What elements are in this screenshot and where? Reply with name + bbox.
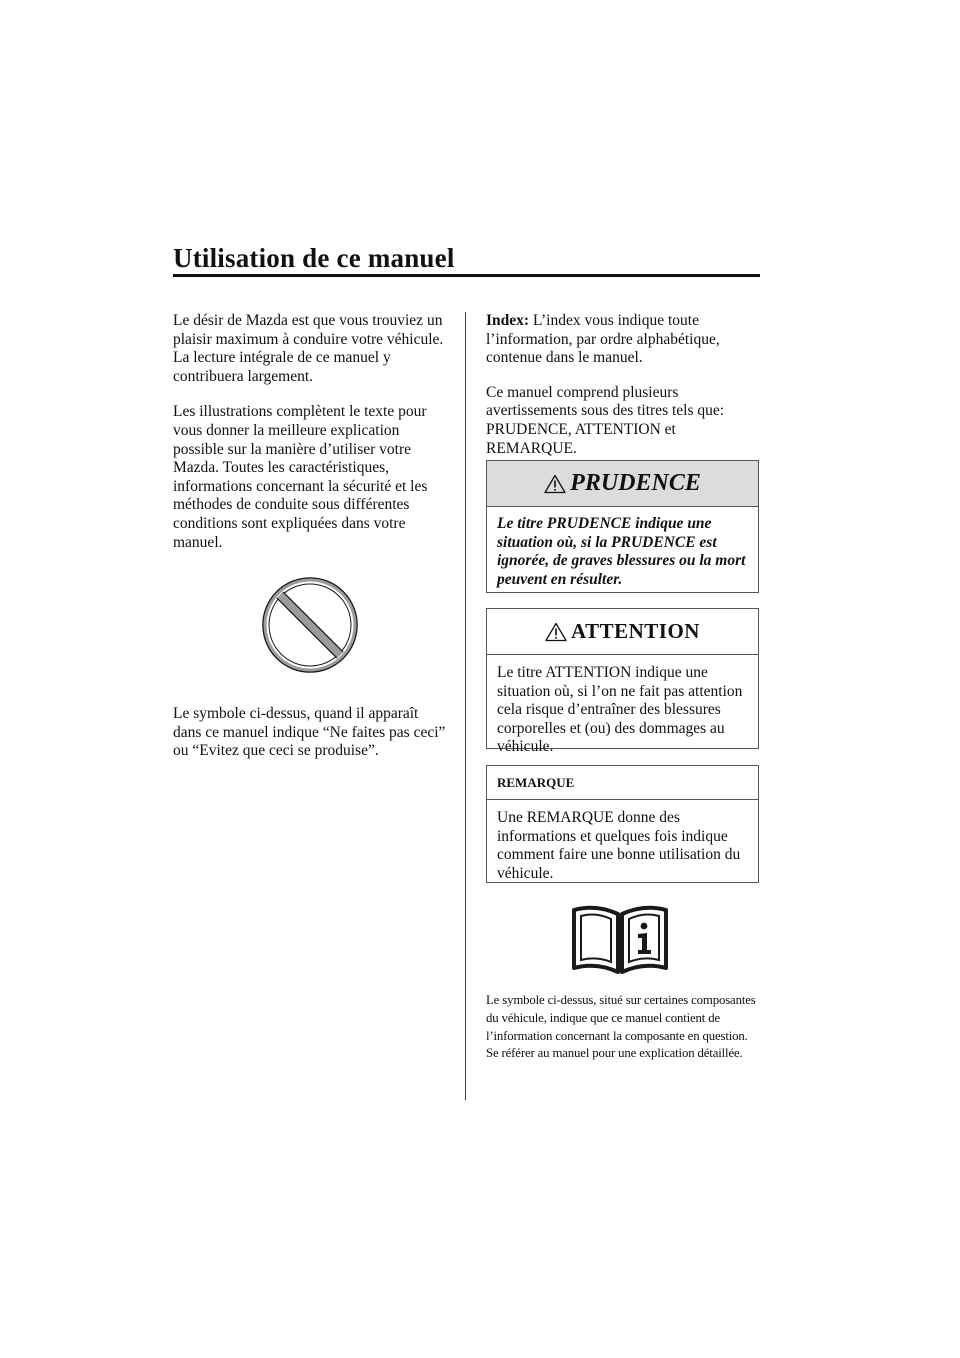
attention-box <box>486 608 759 756</box>
prohibition-caption: Le symbole ci-dessus, quand il apparaît dans ce manuel indique “Ne faites pas ceci” ou “Evitez que ceci se produise”. <box>173 705 446 760</box>
column-divider <box>465 312 466 1100</box>
remarque-text: Une REMARQUE donne des informations et quelques fois indique comment faire une bonne utilisation du véhicule. <box>497 809 741 882</box>
warning-triangle-icon <box>544 474 566 494</box>
prudence-text: Le titre PRUDENCE indique une situation où, si la PRUDENCE est ignorée, de graves blessures ou la mort peuvent en résulter. <box>497 515 746 588</box>
illustrations-paragraph: Les illustrations complètent le texte pour vous donner la meilleure explication possible sur la manière d’utiliser votre Mazda. Toutes les caractéristiques, informations concernant la sécurité et les méthodes de conduite sous différentes conditions sont expliquées dans votre manuel. <box>173 403 428 551</box>
intro-paragraph: Le désir de Mazda est que vous trouviez un plaisir maximum à conduire votre véhicule. La lecture intégrale de ce manuel y contribuera largement. <box>173 312 444 385</box>
remarque-box <box>486 765 759 883</box>
warning-triangle-icon <box>545 622 567 642</box>
title-underline <box>173 274 760 277</box>
index-text: L’index vous indique toute l’information, par ordre alphabétique, contenue dans le manuel. <box>486 312 720 367</box>
page-title: Utilisation de ce manuel <box>173 243 455 273</box>
right-column <box>486 312 758 474</box>
attention-heading: ATTENTION <box>571 619 700 643</box>
manual-symbol-caption-1: Le symbole ci-dessus, situé sur certaines composantes du véhicule, indique que ce manuel contient de l’information concernant la composante en question. <box>486 993 756 1043</box>
remarque-header <box>487 766 758 800</box>
warnings-intro: Ce manuel comprend plusieurs avertissements sous des titres tels que: PRUDENCE, ATTENTION et REMARQUE. <box>486 383 725 457</box>
prudence-header <box>487 461 758 507</box>
index-label: Index: <box>486 312 530 329</box>
prohibition-icon <box>260 575 360 675</box>
left-column <box>173 312 448 569</box>
index-paragraph <box>486 312 758 368</box>
attention-text: Le titre ATTENTION indique une situation où, si l’on ne fait pas attention cela risque d’entraîner des blessures corporelles et (ou) des dommages au véhicule. <box>497 664 743 756</box>
prudence-heading: PRUDENCE <box>570 470 701 496</box>
manual-info-icon <box>572 902 668 974</box>
prudence-box <box>486 460 759 593</box>
remarque-heading: REMARQUE <box>497 774 575 790</box>
symbol-caption-block <box>173 705 448 761</box>
manual-symbol-caption-2: Se référer au manuel pour une explication détaillée. <box>486 1046 743 1061</box>
manual-symbol-caption <box>486 992 760 1063</box>
attention-header <box>487 609 758 655</box>
